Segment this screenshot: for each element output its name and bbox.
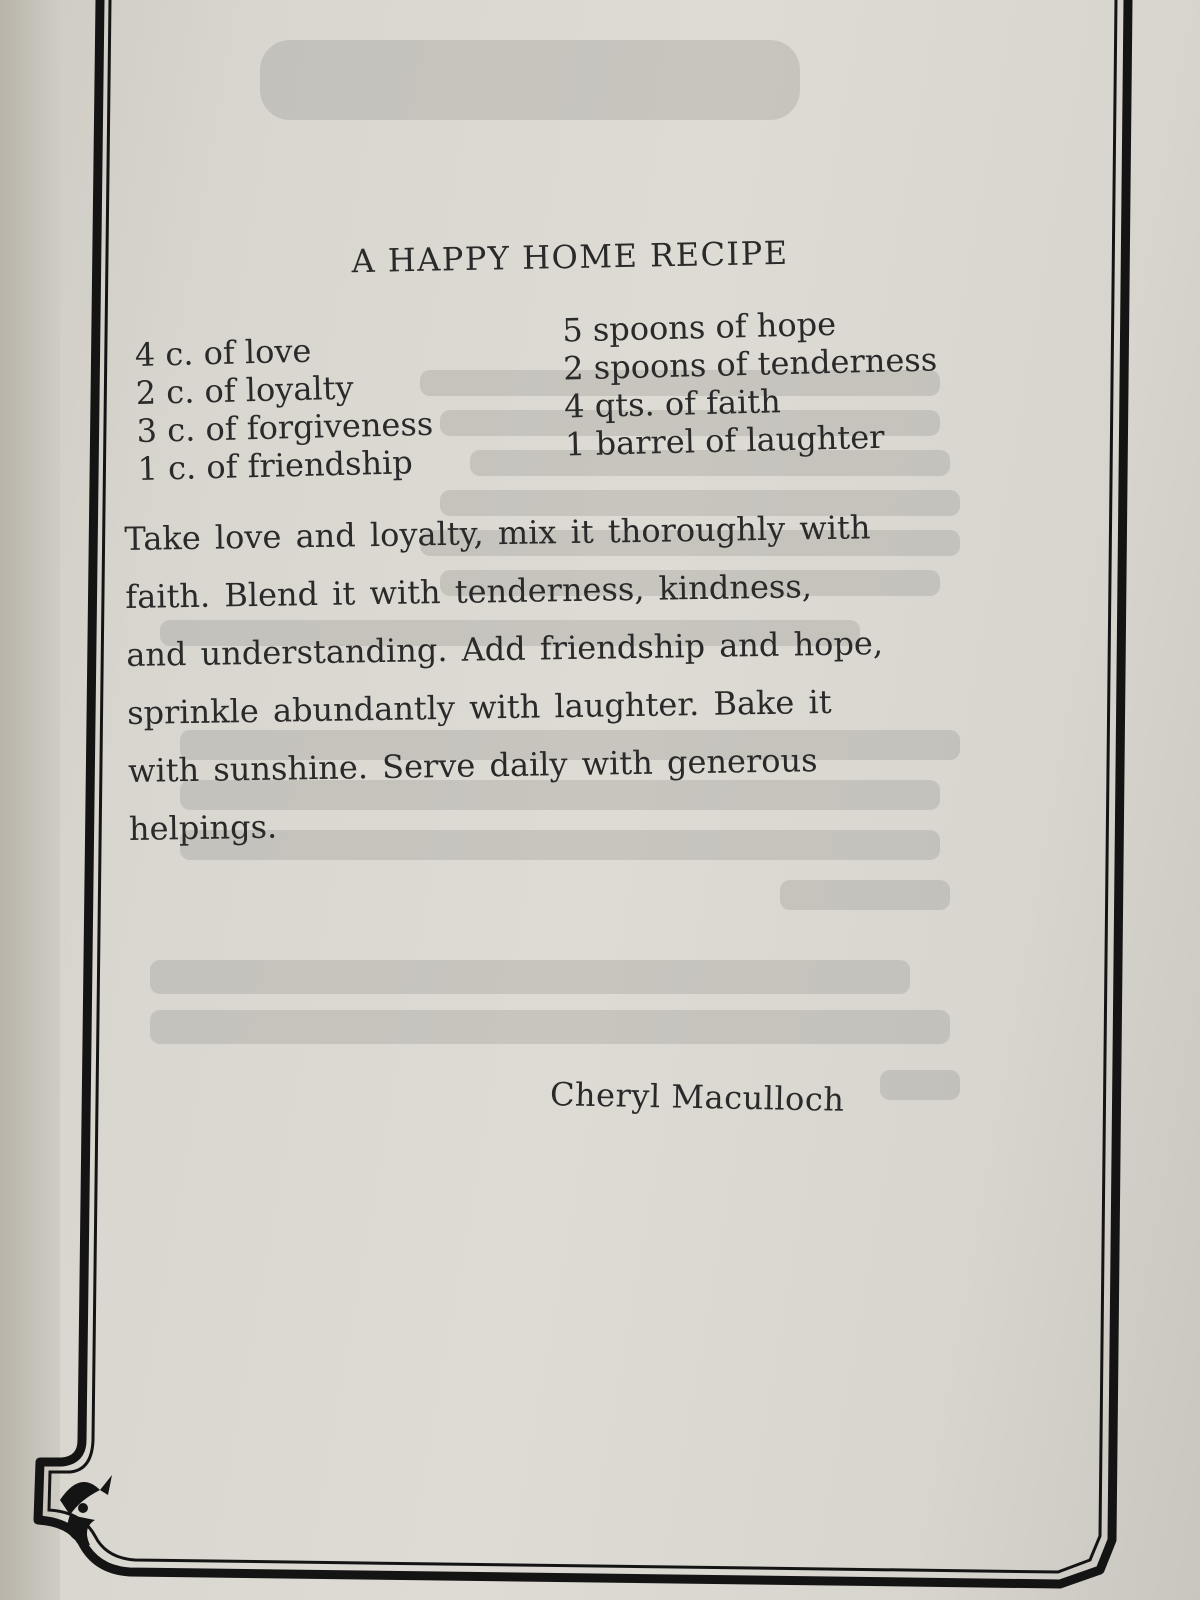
recipe-title: A HAPPY HOME RECIPE [351, 233, 789, 281]
instruction-line: Take love and loyalty, mix it thoroughly with [124, 508, 871, 558]
ingredients-left-column [134, 329, 434, 488]
ingredient-item: 2 c. of loyalty [135, 368, 355, 412]
instruction-line: sprinkle abundantly with laughter. Bake it [126, 682, 832, 732]
instruction-line: and understanding. Add friendship and hope, [125, 624, 884, 674]
recipe-instructions [124, 496, 1049, 858]
instruction-line: with sunshine. Serve daily with generous [127, 741, 818, 790]
corner-flourish [60, 1475, 112, 1545]
author-signature: Cheryl Maculloch [549, 1075, 845, 1119]
ingredient-item: 4 qts. of faith [563, 382, 782, 426]
ingredient-item: 2 spoons of tenderness [562, 340, 938, 388]
ingredient-item: 4 c. of love [134, 331, 312, 374]
ingredients-right-column [562, 302, 940, 463]
ingredient-item: 5 spoons of hope [561, 304, 837, 350]
ingredient-item: 1 barrel of laughter [564, 417, 885, 464]
instruction-line: faith. Blend it with tenderness, kindness, [125, 567, 813, 616]
instruction-line: helpings. [128, 807, 278, 848]
ingredient-item: 3 c. of forgiveness [136, 404, 434, 450]
ingredient-item: 1 c. of friendship [137, 443, 414, 488]
